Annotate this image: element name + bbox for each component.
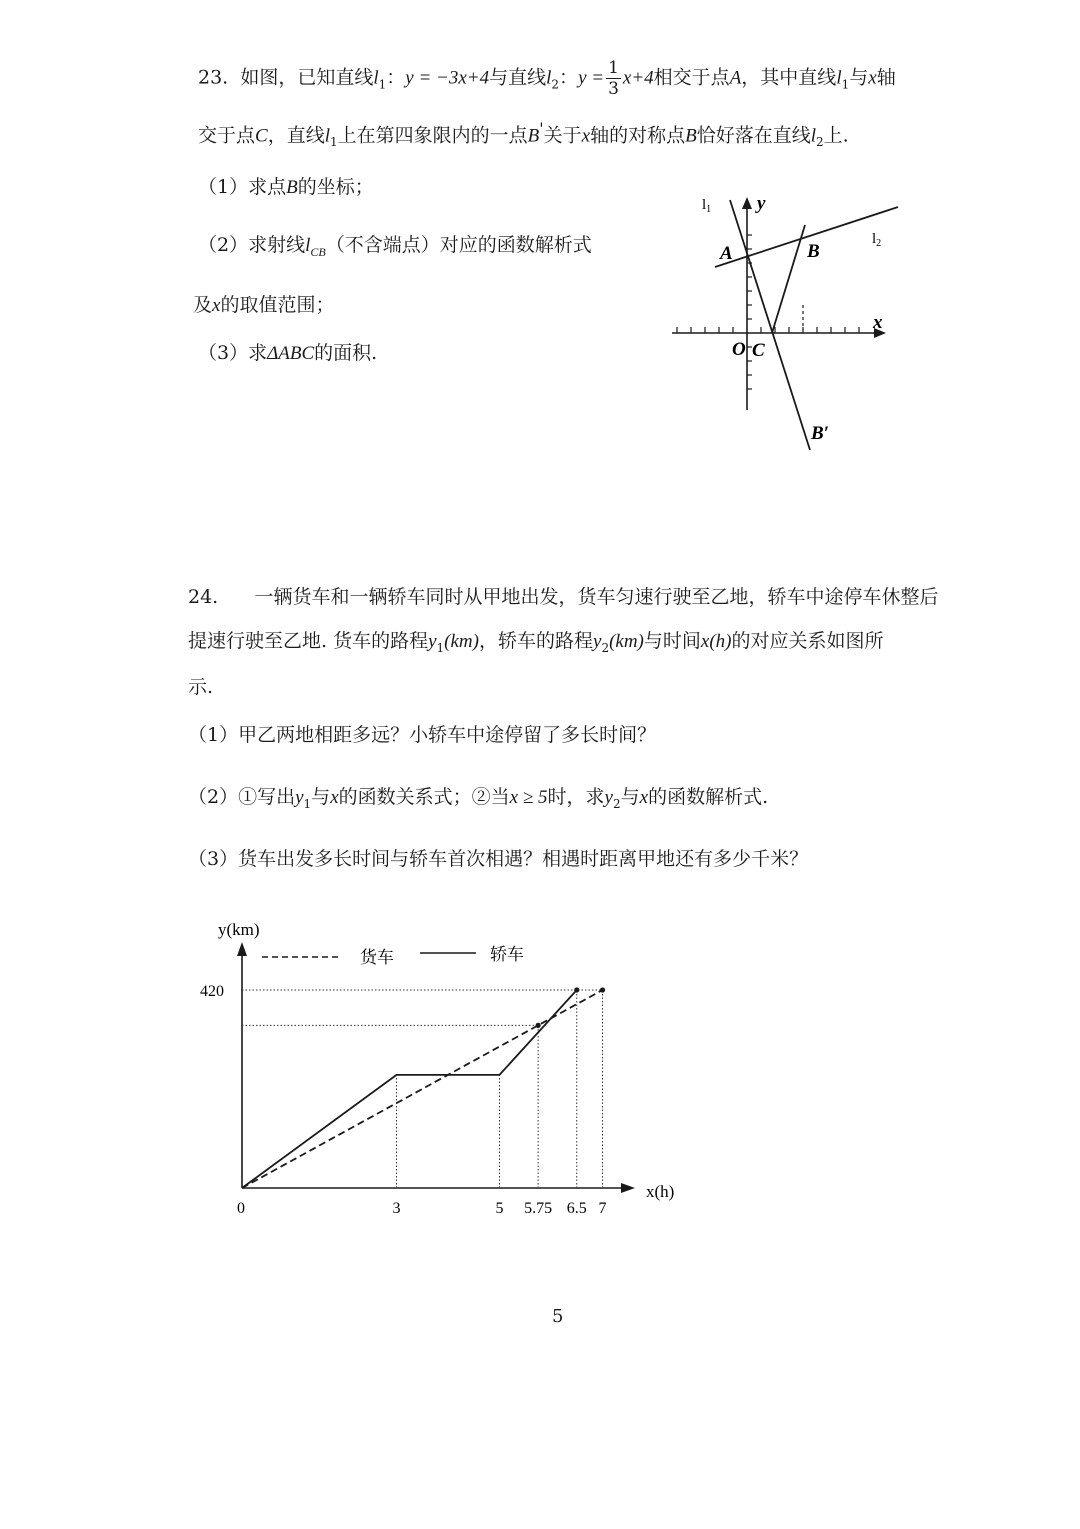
segment-cb <box>772 225 805 333</box>
chart-x-tick-label: 7 <box>598 1200 607 1217</box>
y-axis-arrow-icon <box>742 197 752 209</box>
q24-part3: （3）货车出发多长时间与轿车首次相遇？相遇时距离甲地还有多少千米？ <box>188 848 809 870</box>
chart-x-tick-label: 6.5 <box>566 1200 587 1217</box>
chart-point-marker <box>600 987 605 992</box>
label-l1: $l_1$ <box>702 197 712 215</box>
chart-x-label: x(h) <box>646 1182 675 1201</box>
chart-point-marker <box>536 1023 541 1028</box>
x-axis-ticks <box>677 327 859 333</box>
q24-distance-time-chart <box>190 905 710 1230</box>
q23-geometry-figure <box>660 185 910 460</box>
q23-part2-cont: 及x的取值范围； <box>193 294 335 316</box>
legend-label-truck: 货车 <box>360 948 394 967</box>
chart-y-tick-label: 420 <box>200 983 224 1000</box>
q24-stem-line2: 提速行驶至乙地. 货车的路程$y_1(km)$，轿车的路程$y_2(km)$与时间x(h)的对应关系如图所 <box>188 630 884 655</box>
series-car-line <box>242 990 577 1188</box>
label-c: C <box>752 340 765 361</box>
chart-y-label: y(km) <box>218 920 260 939</box>
series-truck-line <box>242 990 603 1188</box>
q23-part1: （1）求点B的坐标； <box>198 176 374 198</box>
chart-x-tick-label: 5 <box>495 1200 504 1217</box>
q24-stem-line3: 示. <box>188 676 214 698</box>
legend-label-car: 轿车 <box>490 945 524 964</box>
q24-part1: （1）甲乙两地相距多远？小轿车中途停留了多长时间？ <box>188 724 657 746</box>
label-l2: $l_2$ <box>872 231 882 249</box>
q23-stem-line2: 交于点C，直线$l_1$上在第四象限内的一点B'关于x轴的对称点B恰好落在直线$l_2$上. <box>198 119 849 150</box>
chart-point-marker <box>574 987 579 992</box>
chart-y-arrow-icon <box>237 942 247 956</box>
label-b-prime: B′ <box>811 423 830 444</box>
chart-x-arrow-icon <box>621 1183 635 1193</box>
q24-number: 24. <box>188 586 219 608</box>
chart-x-tick-label: 5.75 <box>524 1200 553 1217</box>
chart-origin-label: 0 <box>237 1200 245 1217</box>
chart-plot-area <box>200 920 674 1217</box>
q23-part3: （3）求ΔABC的面积. <box>198 342 378 364</box>
label-a: A <box>720 243 733 264</box>
label-o: O <box>732 339 746 360</box>
chart-x-tick-label: 3 <box>392 1200 401 1217</box>
q24-stem-line1: 24. 一辆货车和一辆轿车同时从甲地出发，货车匀速行驶至乙地，轿车中途停车休整后 <box>188 586 939 608</box>
fraction-one-third: $\frac{1}{3}$ <box>608 58 619 99</box>
q23-stem-line1: 23. 如图，已知直线$l_1$：y = −3x+4与直线$l_2$：y = $\frac{1}{3}$ x+4相交于点A，其中直线$l_1$与x轴 <box>198 58 896 99</box>
label-x: x <box>873 312 883 333</box>
q23-number: 23. <box>198 66 229 89</box>
line-l1 <box>730 200 810 450</box>
q23-part2: （2）求射线$l_{CB}$（不含端点）对应的函数解析式 <box>198 234 592 259</box>
page-number: 5 <box>552 1306 564 1327</box>
label-y: y <box>757 193 766 214</box>
q24-part2: （2）①写出$y_1$与x的函数关系式；②当x ≥ 5时，求$y_2$与x的函数解析式. <box>188 786 769 811</box>
label-b: B <box>807 241 820 262</box>
